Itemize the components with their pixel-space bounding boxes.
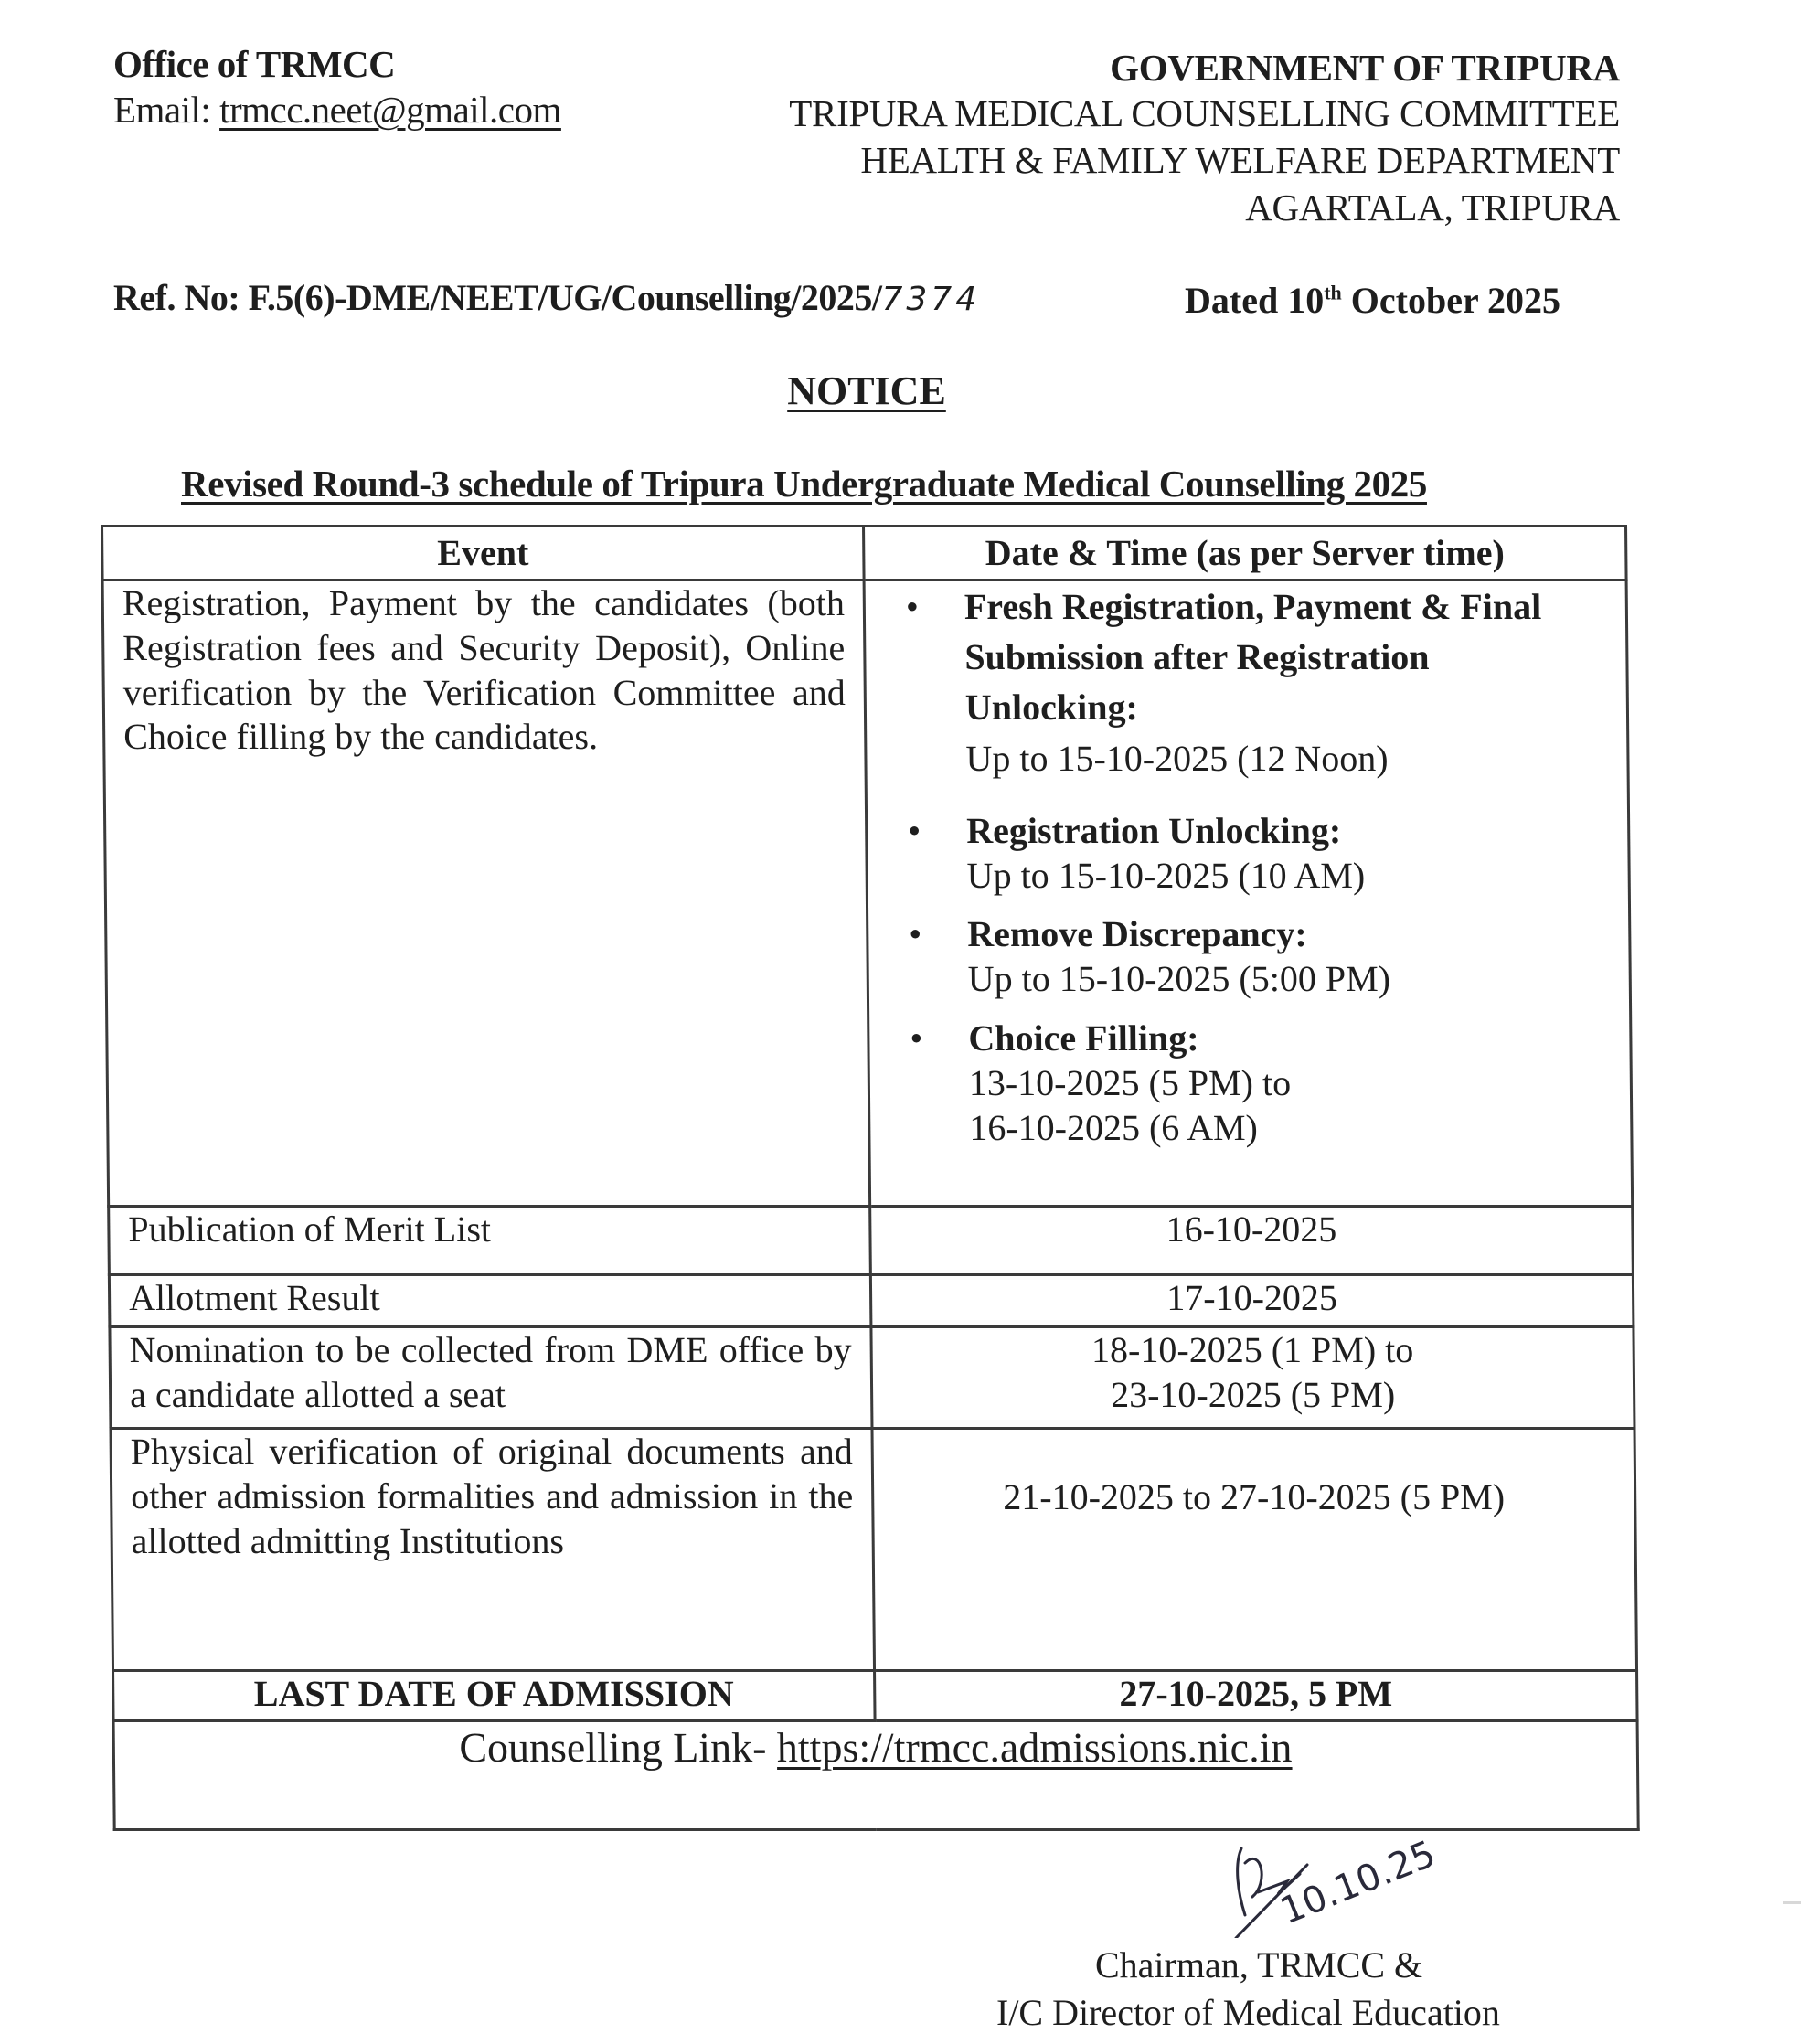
event-cell: Allotment Result bbox=[109, 1275, 871, 1327]
reference-number bbox=[113, 276, 980, 319]
date-bullet-list bbox=[884, 581, 1613, 1150]
ref-handwritten-number: 7374 bbox=[881, 281, 981, 318]
bullet-value: Up to 15-10-2025 (5:00 PM) bbox=[967, 958, 1391, 1000]
bullet-label: • Choice Filling: bbox=[968, 1017, 1199, 1059]
date-cell: 17-10-2025 bbox=[870, 1275, 1634, 1327]
last-date-label: LAST DATE OF ADMISSION bbox=[113, 1671, 876, 1721]
bullet-value: Up to 15-10-2025 (10 AM) bbox=[966, 854, 1366, 896]
email-line bbox=[113, 88, 561, 132]
city-name: AGARTALA, TRIPURA bbox=[1245, 186, 1620, 229]
signature-mark bbox=[1225, 1828, 1481, 1938]
email-label: Email: bbox=[113, 89, 220, 131]
table-header-row bbox=[102, 527, 1627, 580]
bullet-item bbox=[966, 809, 1610, 899]
signature-date-text: 10.10.25 bbox=[1274, 1833, 1442, 1933]
office-title: Office of TRMCC bbox=[113, 43, 396, 85]
email-link[interactable]: trmcc.neet@gmail.com bbox=[219, 89, 561, 131]
event-cell: Publication of Merit List bbox=[109, 1207, 871, 1275]
government-title: GOVERNMENT OF TRIPURA bbox=[1110, 47, 1620, 89]
date-end: 23-10-2025 (5 PM) bbox=[1110, 1373, 1396, 1415]
bullet-value: 13-10-2025 (5 PM) to bbox=[968, 1061, 1292, 1103]
schedule-title: Revised Round-3 schedule of Tripura Undergraduate Medical Counselling 2025 bbox=[181, 463, 1427, 505]
bullet-item bbox=[967, 912, 1611, 1002]
dated-suffix: October 2025 bbox=[1341, 280, 1560, 321]
notice-title-text: NOTICE bbox=[787, 368, 946, 413]
table-row bbox=[102, 580, 1633, 1207]
header-date-time: Date & Time (as per Server time) bbox=[864, 527, 1627, 580]
header-event: Event bbox=[102, 527, 865, 580]
date-cell: 16-10-2025 bbox=[870, 1207, 1634, 1275]
event-cell: Physical verification of original documents and other admission formalities and admission in the allotted admitting Institutions bbox=[111, 1429, 875, 1671]
notice-title bbox=[0, 367, 1733, 414]
event-cell: Registration, Payment by the candidates (both Registration fees and Security Deposit), Online verification by the Verification Committee and Choice filling by the candidates. bbox=[102, 580, 870, 1207]
dated-line bbox=[1185, 279, 1560, 322]
bullet-value-2: 16-10-2025 (6 AM) bbox=[969, 1106, 1259, 1148]
ref-number-text: Ref. No: F.5(6)-DME/NEET/UG/Counselling/2025/ bbox=[113, 277, 882, 318]
event-cell: Nomination to be collected from DME office by a candidate allotted a seat bbox=[110, 1327, 872, 1429]
bullet-label: • Registration Unlocking: bbox=[965, 809, 1342, 851]
signatory-designation-1: Chairman, TRMCC & bbox=[1095, 1944, 1423, 1985]
date-cell bbox=[871, 1327, 1634, 1429]
signatory-designation-2: I/C Director of Medical Education bbox=[996, 1992, 1500, 2033]
table-row bbox=[109, 1275, 1634, 1327]
date-range: 21-10-2025 to 27-10-2025 (5 PM) bbox=[1003, 1476, 1506, 1517]
department-name: HEALTH & FAMILY WELFARE DEPARTMENT bbox=[860, 139, 1620, 181]
committee-name: TRIPURA MEDICAL COUNSELLING COMMITTEE bbox=[789, 92, 1620, 134]
counselling-link-label: Counselling Link- bbox=[459, 1724, 778, 1771]
last-date-value: 27-10-2025, 5 PM bbox=[875, 1671, 1638, 1721]
scan-artifact bbox=[1783, 1901, 1801, 1904]
bullet-label: • Fresh Registration, Payment & Final Submission after Registration Unlocking: bbox=[964, 586, 1542, 729]
counselling-link[interactable]: https://trmcc.admissions.nic.in bbox=[776, 1724, 1293, 1771]
date-cell bbox=[864, 580, 1633, 1207]
signature-date bbox=[1274, 1833, 1441, 1932]
table-row bbox=[109, 1207, 1634, 1275]
bullet-value: Up to 15-10-2025 (12 Noon) bbox=[965, 737, 1389, 779]
dated-ordinal: th bbox=[1324, 281, 1342, 304]
date-cell bbox=[872, 1429, 1637, 1671]
table-row bbox=[110, 1327, 1634, 1429]
counselling-link-cell bbox=[113, 1721, 1638, 1830]
dated-prefix: Dated 10 bbox=[1185, 280, 1325, 321]
table-row-link bbox=[113, 1721, 1638, 1830]
date-start: 18-10-2025 (1 PM) to bbox=[1091, 1329, 1414, 1370]
bullet-item bbox=[968, 1017, 1612, 1150]
bullet-item bbox=[964, 581, 1609, 783]
table-row-last-date bbox=[113, 1671, 1638, 1721]
bullet-label: • Remove Discrepancy: bbox=[967, 913, 1307, 955]
table-row bbox=[111, 1429, 1637, 1671]
schedule-table bbox=[101, 525, 1640, 1831]
